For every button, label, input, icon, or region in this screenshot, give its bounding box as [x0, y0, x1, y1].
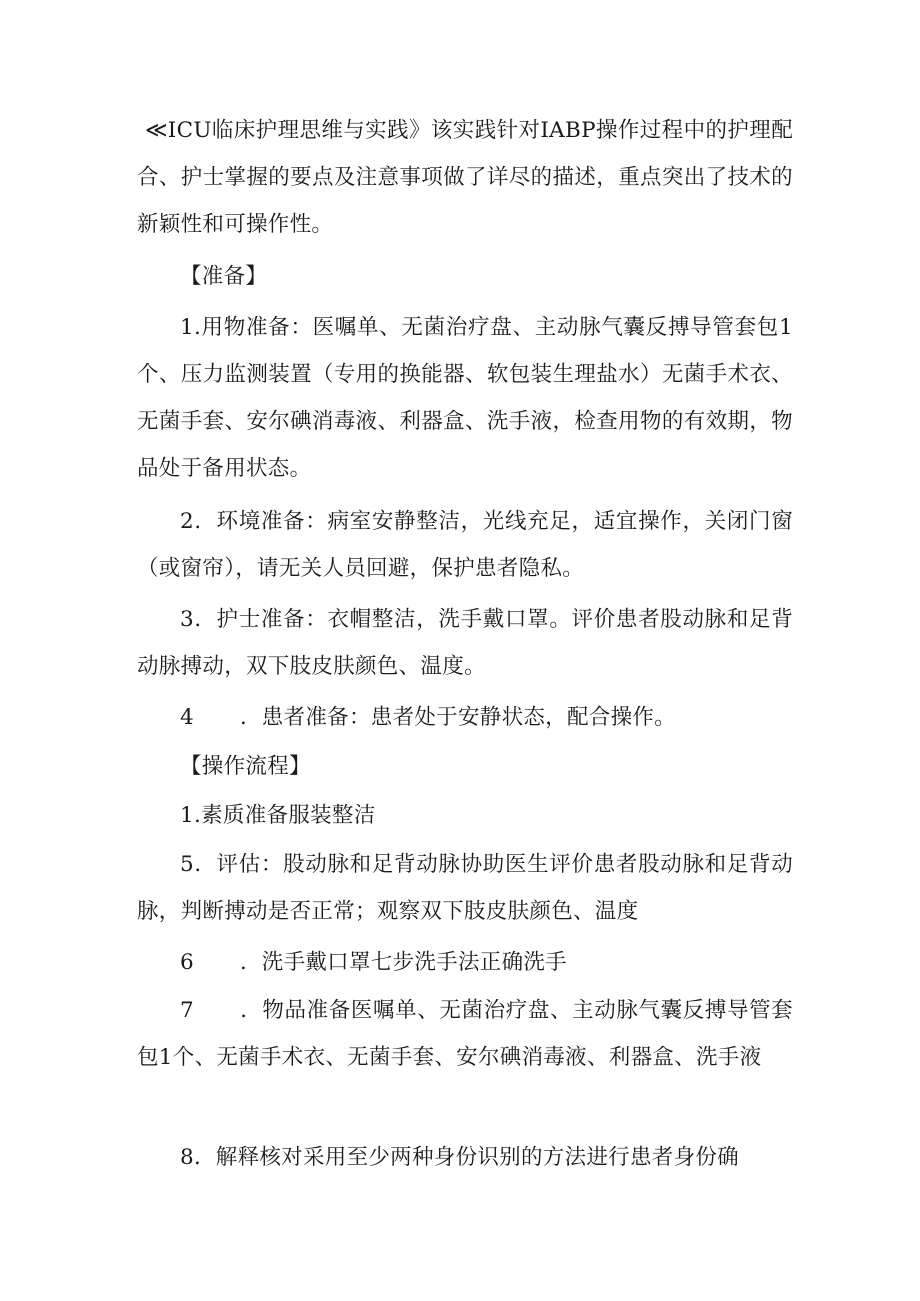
flow-item-7-text: ．物品准备医嘱单、无菌治疗盘、主动脉气囊反搏导管套包1个、无菌手术衣、无菌手套、安尔碘消毒液、利器盒、洗手液 [137, 998, 793, 1070]
flow-item-6-handwash [137, 939, 793, 986]
prep-item-4-text: ．患者准备：患者处于安静状态，配合操作。 [239, 705, 676, 730]
prep-item-4-number: 4 [180, 705, 194, 730]
prep-item-1-supplies: 1.用物准备：医嘱单、无菌治疗盘、主动脉气囊反搏导管套包1个、压力监测装置（专用的换能器、软包装生理盐水）无菌手术衣、无菌手套、安尔碘消毒液、利器盒、洗手液，检查用物的有效期，物品处于备用状态。 [137, 315, 793, 481]
flow-item-8-identity-check: 8．解释核对采用至少两种身份识别的方法进行患者身份确 [180, 1145, 739, 1170]
section-heading-procedure: 【操作流程】 [180, 754, 311, 779]
prep-item-4-patient [137, 694, 793, 741]
prep-item-2-environment: 2．环境准备：病室安静整洁，光线充足，适宜操作，关闭门窗（或窗帘），请无关人员回避，保护患者隐私。 [137, 509, 793, 581]
flow-item-7-number: 7 [180, 998, 194, 1023]
flow-item-5-assessment: 5．评估：股动脉和足背动脉协助医生评价患者股动脉和足背动脉，判断搏动是否正常；观察双下肢皮肤颜色、温度 [137, 852, 793, 924]
flow-item-7-supplies [137, 987, 793, 1081]
flow-item-6-text: ．洗手戴口罩七步洗手法正确洗手 [239, 950, 567, 975]
section-heading-preparation: 【准备】 [180, 264, 268, 289]
intro-paragraph: ≪ICU临床护理思维与实践》该实践针对IABP操作过程中的护理配合、护士掌握的要点及注意事项做了详尽的描述，重点突出了技术的新颖性和可操作性。 [137, 118, 793, 237]
flow-item-6-number: 6 [180, 950, 194, 975]
flow-item-1-attire: 1.素质准备服装整洁 [180, 803, 376, 828]
prep-item-3-nurse: 3．护士准备：衣帽整洁，洗手戴口罩。评价患者股动脉和足背动脉搏动，双下肢皮肤颜色、温度。 [137, 607, 793, 679]
